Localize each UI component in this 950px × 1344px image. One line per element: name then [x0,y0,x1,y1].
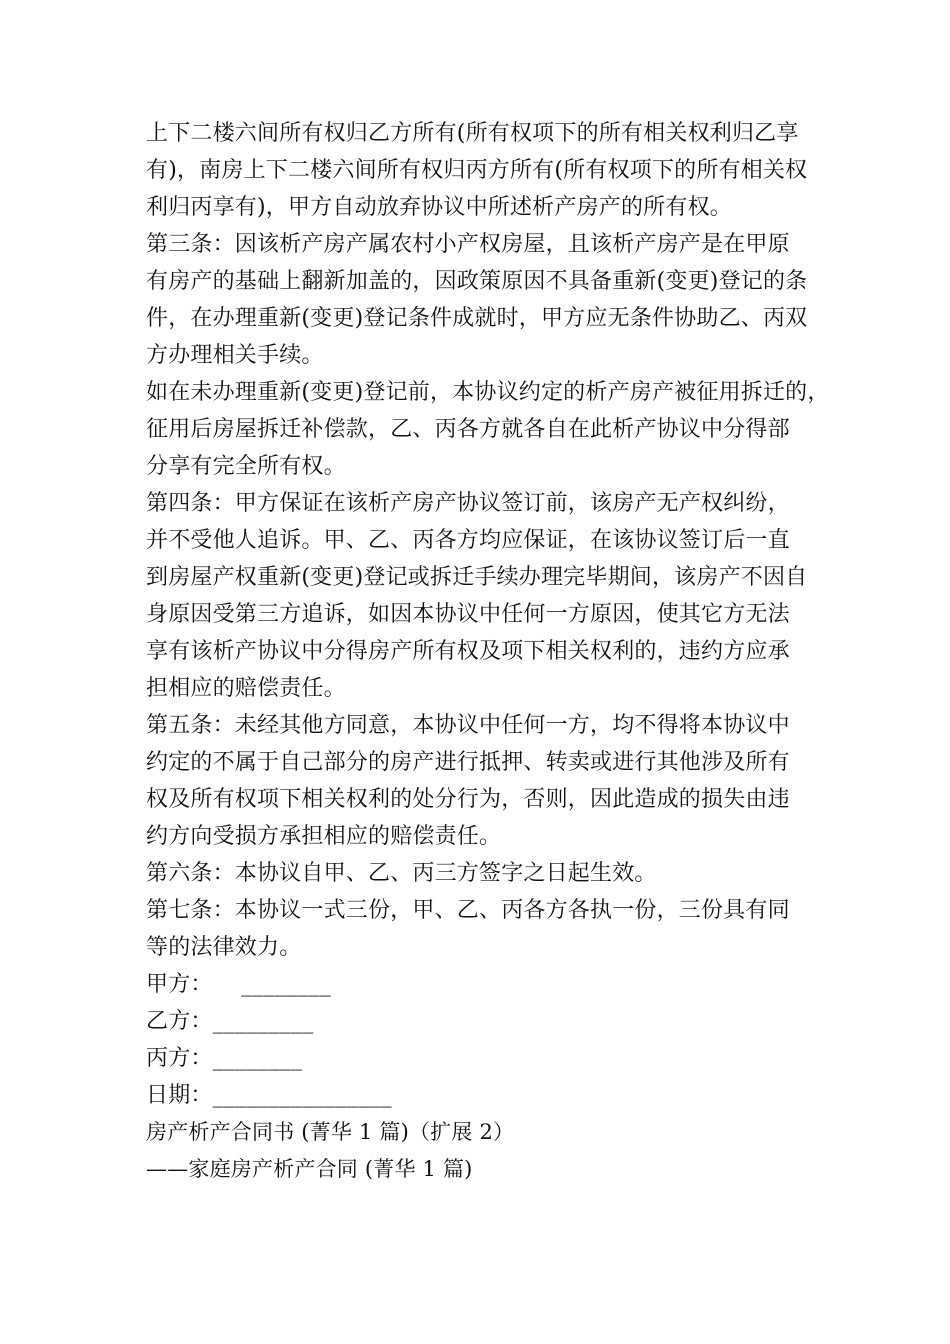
text-line: 享有该析产协议中分得房产所有权及项下相关权利的，违约方应承 [146,639,790,664]
text-line: 约定的不属于自己部分的房产进行抵押、转卖或进行其他涉及所有 [146,750,790,775]
text-line: 并不受他人追诉。甲、乙、丙各方均应保证，在该协议签订后一直 [146,528,790,553]
footer-title: 房产析产合同书 (菁华 1 篇)（扩展 2） [146,1120,515,1144]
text-line: 有)，南房上下二楼六间所有权归丙方所有(所有权项下的所有相关权 [146,158,808,183]
footer-subtitle: ——家庭房产析产合同 (菁华 1 篇) [146,1157,473,1181]
party-c-signature: 丙方：________ [146,1046,303,1071]
text-line: 件，在办理重新(变更)登记条件成就时，甲方应无条件协助乙、丙双 [146,306,808,331]
document-body [146,115,830,1188]
text-line: 等的法律效力。 [146,935,302,960]
text-line: 征用后房屋拆迁补偿款，乙、丙各方就各自在此析产协议中分得部 [146,417,790,442]
clause-5-line: 第五条：未经其他方同意，本协议中任何一方，均不得将本协议中 [146,713,790,738]
clause-6-line: 第六条：本协议自甲、乙、丙三方签字之日起生效。 [146,861,657,886]
text-line: 分享有完全所有权。 [146,454,346,479]
text-line: 到房屋产权重新(变更)登记或拆迁手续办理完毕期间，该房产不因自 [146,565,808,590]
text-line: 约方向受损方承担相应的赔偿责任。 [146,824,502,849]
text-line: 上下二楼六间所有权归乙方所有(所有权项下的所有相关权利归乙享 [146,121,799,146]
text-line: 权及所有权项下相关权利的处分行为，否则，因此造成的损失由违 [146,787,790,812]
text-line: 身原因受第三方追诉，如因本协议中任何一方原因，使其它方无法 [146,602,790,627]
text-line: 利归丙享有)，甲方自动放弃协议中所述析产房产的所有权。 [146,195,732,220]
text-line: 有房产的基础上翻新加盖的，因政策原因不具备重新(变更)登记的条 [146,269,808,294]
party-a-signature: 甲方： ________ [146,972,331,997]
party-b-signature: 乙方：_________ [146,1009,314,1034]
clause-4-line: 第四条：甲方保证在该析产房产协议签订前，该房产无产权纠纷， [146,491,790,516]
clause-3-line: 第三条：因该析产房产属农村小产权房屋，且该析产房产是在甲原 [146,232,790,257]
clause-7-line: 第七条：本协议一式三份，甲、乙、丙各方各执一份，三份具有同 [146,898,790,923]
text-line: 担相应的赔偿责任。 [146,676,346,701]
date-signature: 日期：________________ [146,1083,392,1108]
text-line: 方办理相关手续。 [146,343,324,368]
text-line: 如在未办理重新(变更)登记前，本协议约定的析产房产被征用拆迁的， [146,380,830,405]
